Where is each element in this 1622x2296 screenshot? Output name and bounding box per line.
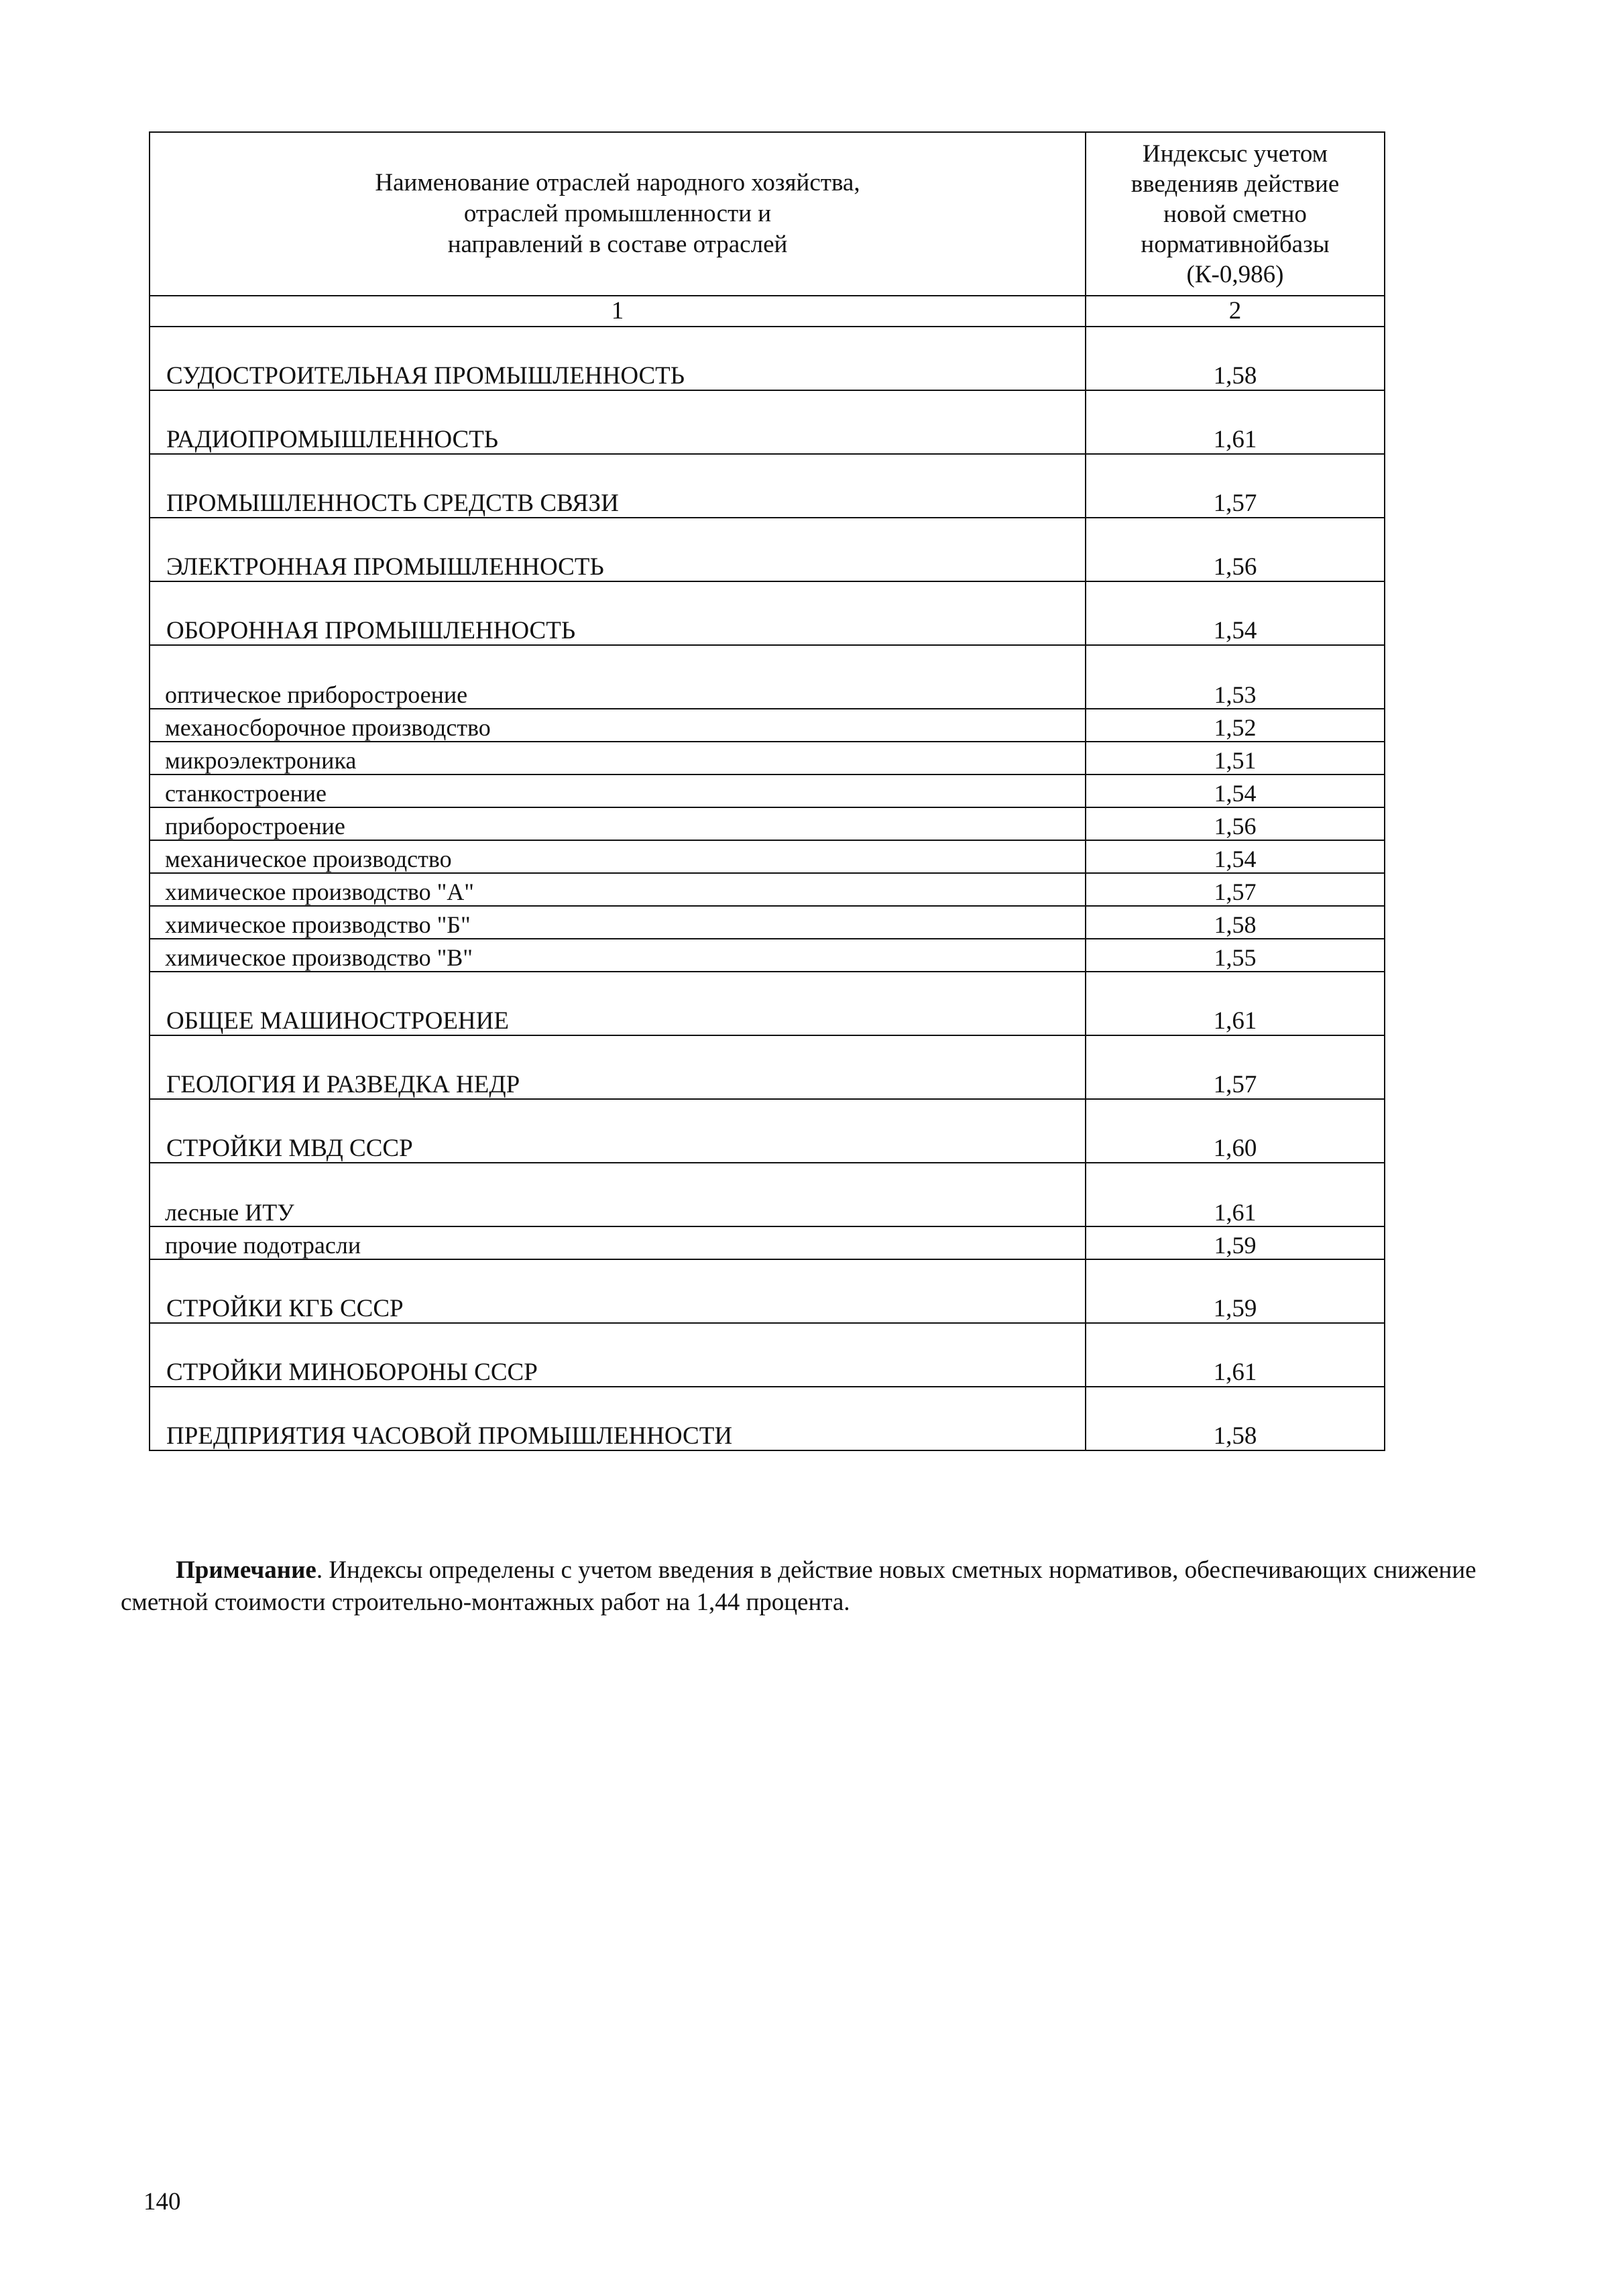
row-name: ГЕОЛОГИЯ И РАЗВЕДКА НЕДР — [150, 1035, 1086, 1099]
column-number-row — [150, 296, 1385, 327]
note-text: . Индексы определены с учетом введения в действие новых сметных нормативов, обеспечивающих снижение сметной стоимости строительно-монтажных работ на 1,44 процента. — [121, 1556, 1476, 1616]
table-row — [150, 774, 1385, 807]
row-name: СТРОЙКИ МИНОБОРОНЫ СССР — [150, 1323, 1086, 1387]
row-name: РАДИОПРОМЫШЛЕННОСТЬ — [150, 390, 1086, 454]
header-col2-line: Индексыс учетом — [1142, 139, 1328, 168]
table-row — [150, 840, 1385, 873]
row-name: ЭЛЕКТРОННАЯ ПРОМЫШЛЕННОСТЬ — [150, 518, 1086, 581]
row-index-value: 1,54 — [1086, 581, 1385, 645]
table-row — [150, 1035, 1385, 1099]
table-row — [150, 1323, 1385, 1387]
row-index-value: 1,54 — [1086, 840, 1385, 873]
table-row — [150, 709, 1385, 742]
row-name: микроэлектроника — [150, 742, 1086, 774]
row-index-value: 1,56 — [1086, 807, 1385, 840]
page-number: 140 — [143, 2188, 181, 2216]
header-col2 — [1086, 132, 1385, 296]
table-row — [150, 1387, 1385, 1450]
row-name: ПРОМЫШЛЕННОСТЬ СРЕДСТВ СВЯЗИ — [150, 454, 1086, 518]
row-name: химическое производство "А" — [150, 873, 1086, 906]
row-index-value: 1,59 — [1086, 1226, 1385, 1259]
index-table — [149, 131, 1385, 1451]
table-row — [150, 742, 1385, 774]
row-name: химическое производство "Б" — [150, 906, 1086, 939]
row-index-value: 1,61 — [1086, 390, 1385, 454]
row-index-value: 1,60 — [1086, 1099, 1385, 1163]
header-col1-line: Наименование отраслей народного хозяйства, — [375, 169, 860, 196]
row-name: химическое производство "В" — [150, 939, 1086, 972]
table-row — [150, 1099, 1385, 1163]
row-index-value: 1,61 — [1086, 1163, 1385, 1226]
row-index-value: 1,57 — [1086, 873, 1385, 906]
row-index-value: 1,55 — [1086, 939, 1385, 972]
table-row — [150, 1163, 1385, 1226]
header-col1 — [150, 132, 1086, 296]
row-name: СТРОЙКИ МВД СССР — [150, 1099, 1086, 1163]
row-index-value: 1,52 — [1086, 709, 1385, 742]
row-name: оптическое приборостроение — [150, 645, 1086, 709]
table-body — [150, 327, 1385, 1450]
table-row — [150, 1226, 1385, 1259]
row-index-value: 1,58 — [1086, 1387, 1385, 1450]
row-name: механосборочное производство — [150, 709, 1086, 742]
row-name: ОБЩЕЕ МАШИНОСТРОЕНИЕ — [150, 972, 1086, 1035]
row-index-value: 1,53 — [1086, 645, 1385, 709]
header-col1-line: отраслей промышленности и — [463, 200, 772, 227]
row-name: СТРОЙКИ КГБ СССР — [150, 1259, 1086, 1323]
note-label: Примечание — [176, 1556, 316, 1584]
table-row — [150, 518, 1385, 581]
table-row — [150, 327, 1385, 390]
header-col2-line: нормативнойбазы — [1141, 230, 1330, 258]
table-row — [150, 390, 1385, 454]
table-header-row — [150, 132, 1385, 296]
header-col2-line: новой сметно — [1163, 200, 1307, 228]
column-number-1: 1 — [150, 296, 1086, 327]
table-row — [150, 454, 1385, 518]
row-index-value: 1,54 — [1086, 774, 1385, 807]
table-row — [150, 873, 1385, 906]
row-index-value: 1,61 — [1086, 1323, 1385, 1387]
row-index-value: 1,59 — [1086, 1259, 1385, 1323]
table-row — [150, 1259, 1385, 1323]
header-col2-line: введенияв действие — [1131, 170, 1340, 198]
table-row — [150, 581, 1385, 645]
header-col1-line: направлений в составе отраслей — [447, 231, 788, 258]
row-name: прочие подотрасли — [150, 1226, 1086, 1259]
header-col2-line: (К-0,986) — [1186, 260, 1284, 288]
row-name: приборостроение — [150, 807, 1086, 840]
table-row — [150, 939, 1385, 972]
table-row — [150, 807, 1385, 840]
row-index-value: 1,56 — [1086, 518, 1385, 581]
row-index-value: 1,51 — [1086, 742, 1385, 774]
note-paragraph — [121, 1554, 1502, 1619]
row-index-value: 1,57 — [1086, 454, 1385, 518]
row-name: ПРЕДПРИЯТИЯ ЧАСОВОЙ ПРОМЫШЛЕННОСТИ — [150, 1387, 1086, 1450]
row-index-value: 1,58 — [1086, 327, 1385, 390]
row-name: лесные ИТУ — [150, 1163, 1086, 1226]
row-name: станкостроение — [150, 774, 1086, 807]
row-index-value: 1,58 — [1086, 906, 1385, 939]
row-name: механическое производство — [150, 840, 1086, 873]
table-row — [150, 906, 1385, 939]
table-row — [150, 645, 1385, 709]
table-row — [150, 972, 1385, 1035]
row-name: ОБОРОННАЯ ПРОМЫШЛЕННОСТЬ — [150, 581, 1086, 645]
row-index-value: 1,57 — [1086, 1035, 1385, 1099]
row-name: СУДОСТРОИТЕЛЬНАЯ ПРОМЫШЛЕННОСТЬ — [150, 327, 1086, 390]
row-index-value: 1,61 — [1086, 972, 1385, 1035]
column-number-2: 2 — [1086, 296, 1385, 327]
